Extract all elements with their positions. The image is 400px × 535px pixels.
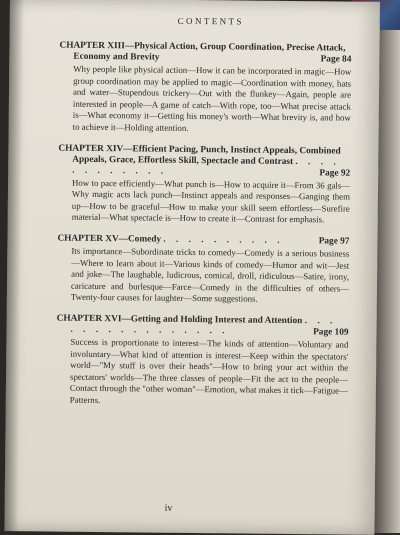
chapter-entry-15 bbox=[57, 234, 350, 307]
chapter-page: Page 109 bbox=[327, 327, 348, 338]
contents-body bbox=[56, 15, 352, 420]
chapter-page: Page 84 bbox=[335, 54, 352, 65]
chapter-entry-13 bbox=[59, 41, 352, 137]
book-page bbox=[4, 0, 380, 535]
leader-dots: . . . . . . . . . . . . . . . . bbox=[70, 316, 336, 336]
leader-dots: . . . . . . . . . . bbox=[163, 235, 283, 246]
chapter-description: How to pace efficiently—What punch is—How to acquire it—From 36 gals—Why magic acts lack punch—Instinct appeals and responses—Ganging them up—How to be graceful—How to make your skill seem effortless—Surefire material—What spectacle is—How to create it—Contrast for emphasis. bbox=[58, 177, 350, 226]
chapter-title: CHAPTER XV—Comedy bbox=[57, 234, 161, 245]
chapter-title: CHAPTER XIII—Physical Action, Group Coordination, Precise Attack, Economy and Brevity bbox=[59, 41, 345, 63]
chapter-entry-14 bbox=[58, 143, 351, 226]
chapter-page: Page 97 bbox=[333, 236, 350, 247]
gutter-shadow bbox=[4, 0, 24, 531]
chapter-description: Success is proportionate to interest—The kinds of attention—Voluntary and involuntary—What kind of attention is interest—Keep within the spectators' world—"My stuff is over their heads"—How to bring your act within the spectators' worlds—The three classes of people—Fit the act to the people—Contact through the "other woman"—Emotion, what makes it tick—Fatigue—Patterns. bbox=[56, 336, 349, 409]
chapter-title: CHAPTER XIV—Efficient Pacing, Punch, Instinct Appeals, Combined Appeals, Grace, Effortless Skill, Spectacle and Contrast bbox=[58, 143, 340, 166]
chapter-title: CHAPTER XVI—Getting and Holding Interest and Attention bbox=[57, 313, 303, 326]
chapter-description: Why people like physical action—How it can be incorporated in magic—How group coordination may be applied to magic—Coordination with money, hats and water—Stupendous trickery—Out with the flunkey—Again, people are interested in people—A game of catch—With rope, too—What precise attack is—What economy it—Getting his money's worth—What brevity is, and how to achieve it—Holding attention. bbox=[59, 64, 352, 137]
chapter-description: Its importance—Subordinate tricks to comedy—Comedy is a serious business—Where to learn about it—Various kinds of comedy—Humor and wit—Jest and joke—The laughable, ludicrous, comical, droll, ridiculous—Satire, irony, caricature and burlesque—Farce—Comedy in the difficulties of others—Twenty-four causes for laughter—Some suggestions. bbox=[57, 246, 350, 307]
chapter-entry-16 bbox=[56, 313, 349, 409]
page-number: iv bbox=[165, 503, 173, 514]
chapter-page: Page 92 bbox=[333, 168, 350, 179]
leader-dots: . . . . . . . . . . . . bbox=[72, 157, 340, 177]
page-header: CONTENTS bbox=[70, 15, 352, 28]
